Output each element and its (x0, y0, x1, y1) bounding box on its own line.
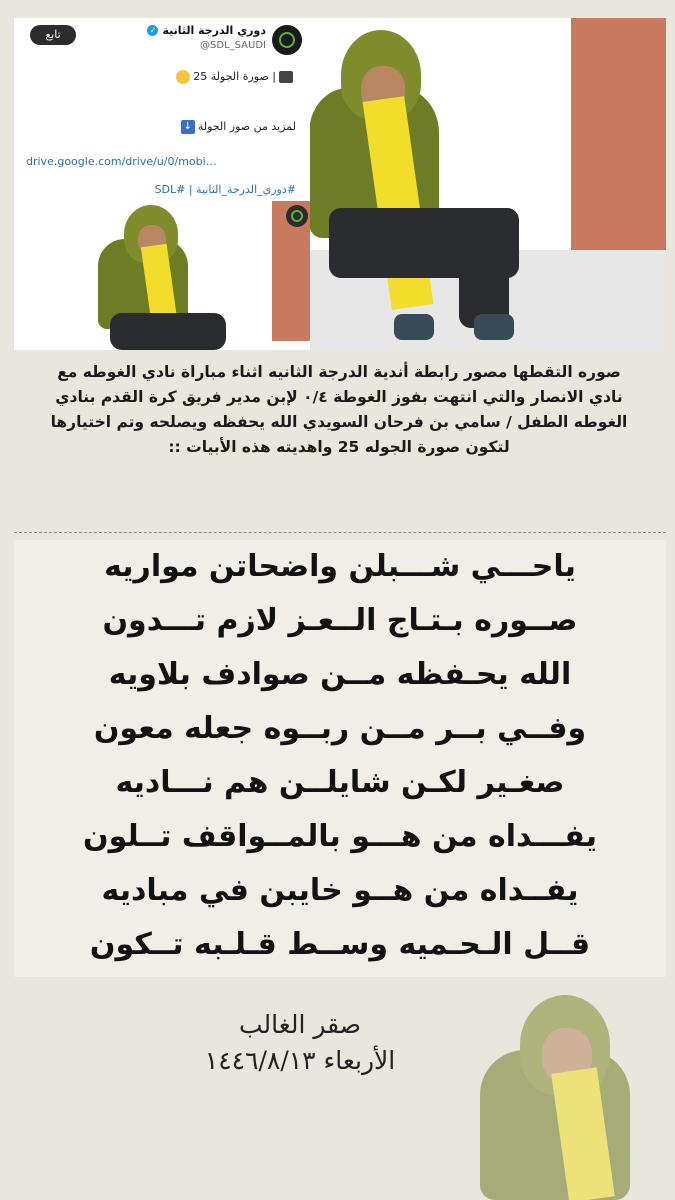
child-shoe (394, 314, 434, 340)
poem-verse: يفـــداه من هـــو بالمــواقف تــلون (83, 819, 597, 854)
down-arrow-icon: ↓ (181, 120, 195, 134)
child-leg (459, 218, 509, 328)
verified-badge-icon: ✓ (147, 25, 158, 36)
child-photo-large (309, 18, 666, 350)
account-name[interactable] (147, 24, 266, 37)
follow-button[interactable]: تابع (30, 25, 76, 45)
poet-name: صقر الغالب (238, 1010, 362, 1039)
tweet-line-more-photos (178, 120, 296, 134)
caption-line: نادي الانصار والتي انتهت بفوز الغوطة ٠/٤ لإبن مدير فريق كرة القدم بنادي (55, 388, 623, 406)
poem-verse: ياحـــي شـــبلن واضحاتن مواريه (104, 549, 576, 584)
smiley-emoji-icon (176, 70, 190, 84)
child-shoe (474, 314, 514, 340)
camera-icon (279, 71, 293, 83)
caption-line: لتكون صورة الجوله 25 واهديته هذه الأبيات :: (168, 438, 510, 456)
tweet-line1-text: | صورة الجولة 25 (193, 70, 276, 83)
dashed-divider (14, 532, 666, 533)
tweet-line-round-photo (173, 70, 296, 84)
tweet-card (14, 18, 310, 201)
poem-verse: صــوره بـتـاج الــعـز لازم تـــدون (102, 603, 578, 638)
poem (60, 540, 620, 972)
caption-line: الغوطه الطفل / سامي بن فرحان السويدي الله يحفظه ويصلحه وتم اختيارها (50, 413, 628, 431)
poem-date: الأربعاء ١٤٤٦/٨/١٣ (204, 1046, 396, 1075)
drive-link[interactable]: drive.google.com/drive/u/0/mobi… (26, 155, 217, 168)
child-photo-small (14, 201, 310, 350)
child-pants (110, 313, 226, 350)
poem-verse: قــل الـحـميه وســط قـلـبه تــكون (89, 927, 591, 962)
account-handle: @SDL_SAUDI (200, 40, 266, 51)
poem-verse: وفــي بــر مــن ربــوه جعله معون (93, 711, 587, 746)
account-name-text: دوري الدرجة الثانية (162, 24, 266, 37)
sdl-logo-icon (286, 205, 308, 227)
sdl-logo-icon (279, 32, 295, 48)
child-photo-faded (440, 990, 675, 1200)
poem-verse: صغـير لكـن شايلــن هم نـــاديه (115, 765, 565, 800)
poem-verse: يفــداه من هــو خايبن في مباديه (101, 873, 579, 908)
poem-verse: الله يحـفظه مــن صوادف بلاويه (108, 657, 572, 692)
tweet-hashtags[interactable]: #دوري_الدرجة_الثانية | #SDL (154, 183, 296, 196)
brick-wall (571, 18, 666, 250)
photo-caption (18, 360, 660, 460)
tweet-line2-text: لمزيد من صور الجولة (197, 120, 296, 133)
caption-line: صوره التقطها مصور رابطة أندية الدرجة الثانيه اثناء مباراة نادي الغوطه مع (57, 363, 621, 381)
account-avatar[interactable] (272, 25, 302, 55)
